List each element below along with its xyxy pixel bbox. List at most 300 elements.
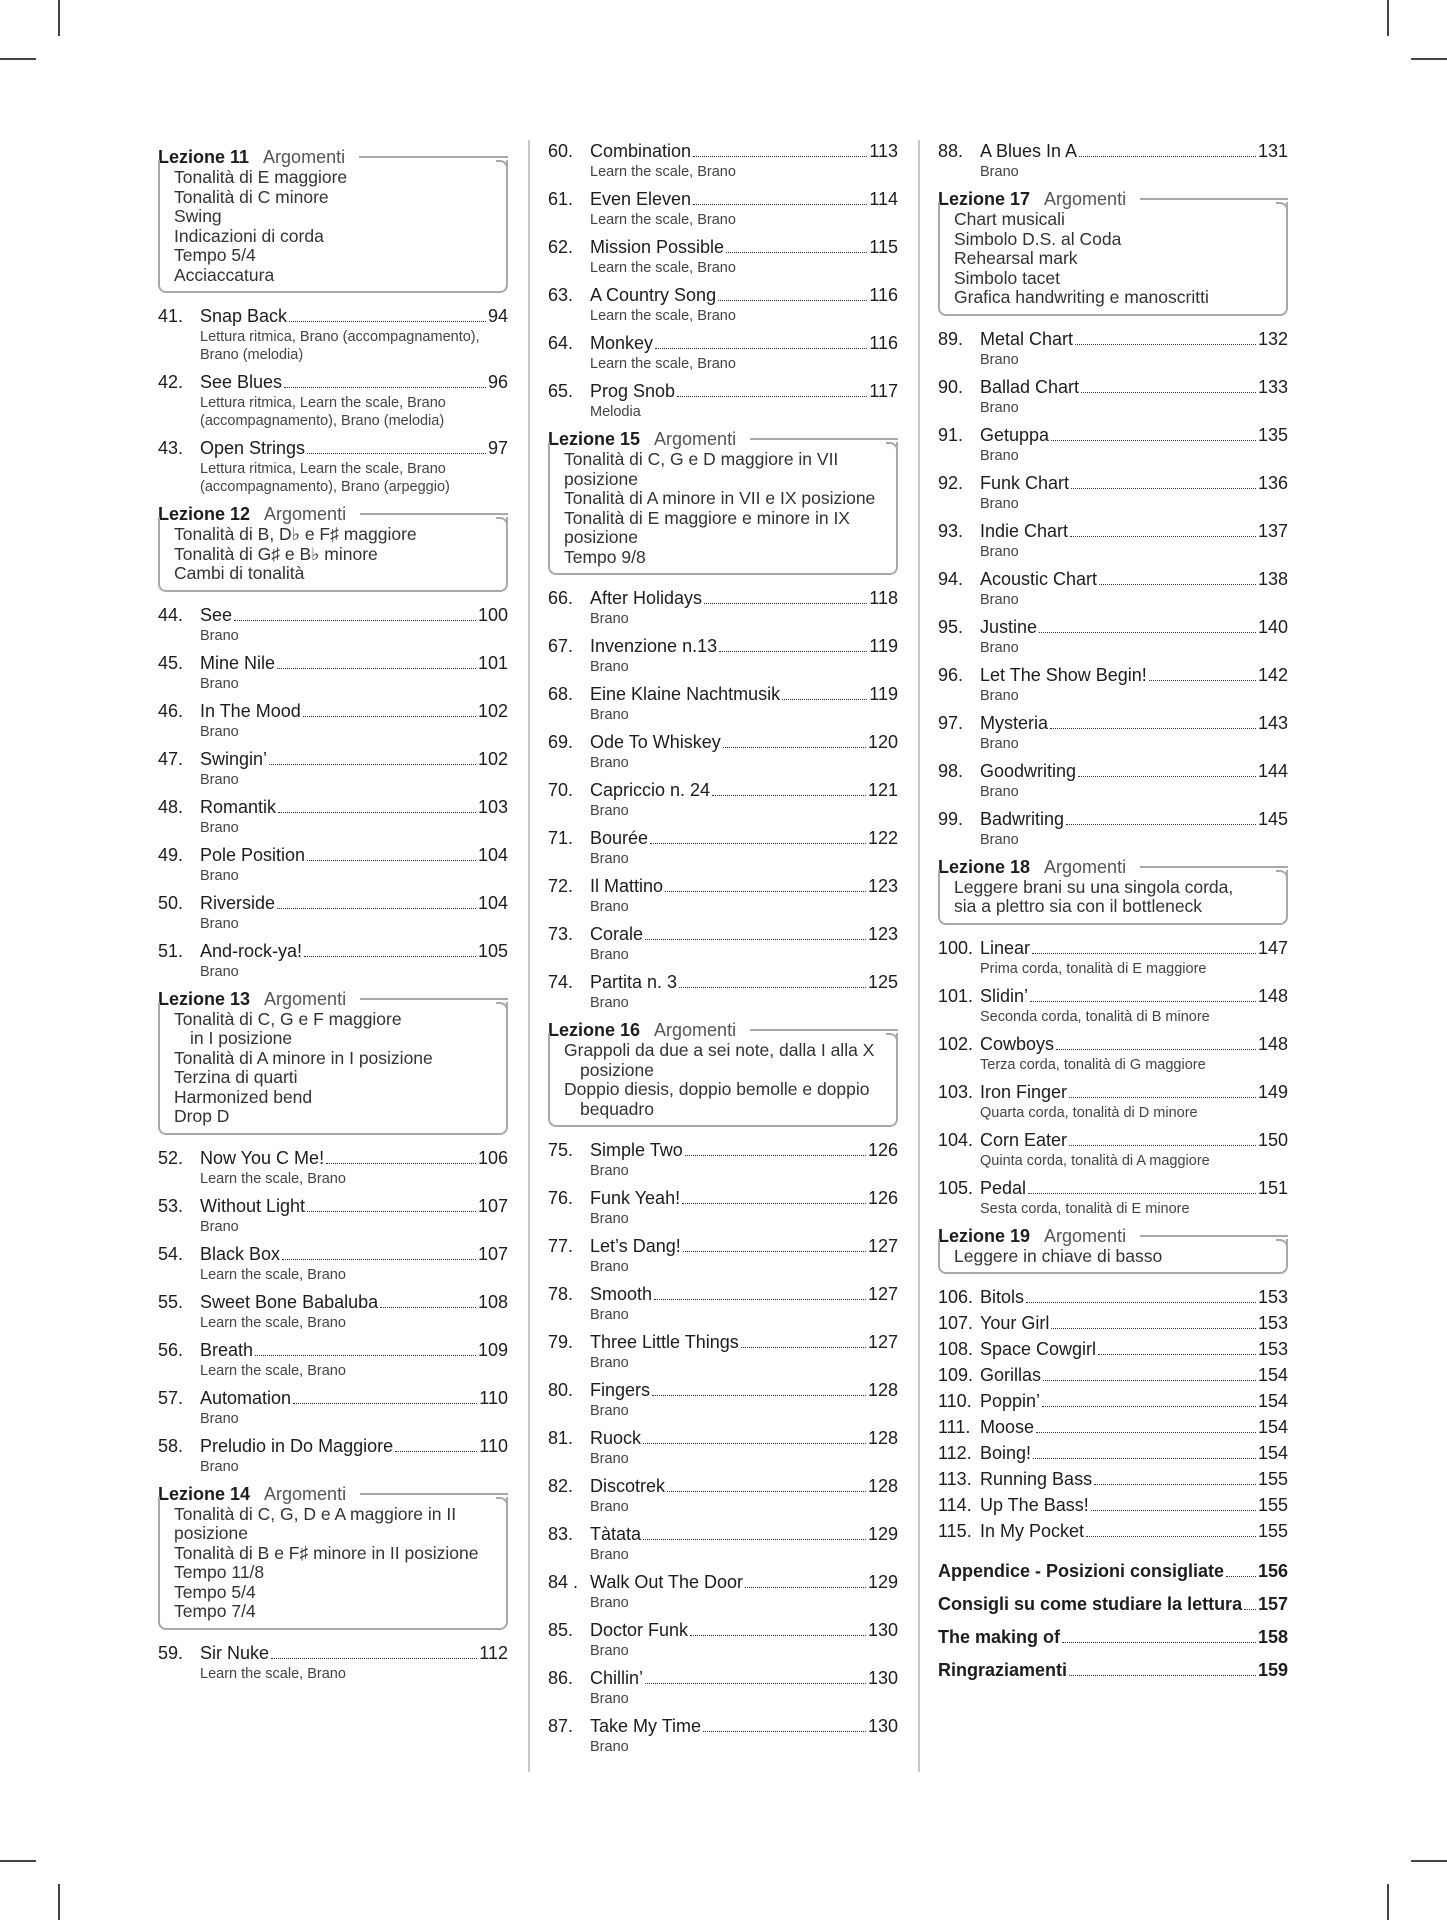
toc-entry[interactable] [938,1416,1288,1439]
toc-entry-line [938,1520,1288,1543]
toc-entry-line [548,1475,898,1498]
toc-entry[interactable] [548,284,898,325]
toc-entry-page: 126 [867,1188,898,1208]
toc-entry[interactable] [938,1520,1288,1543]
toc-entry-title: Ode To Whiskey [590,732,721,752]
lesson-topics-label: Argomenti [654,429,737,449]
toc-entry[interactable] [938,808,1288,849]
toc-entry-description: Prima corda, tonalità di E maggiore [980,960,1207,977]
toc-entry-number: 83. [548,1524,574,1544]
toc-entry[interactable] [938,1659,1288,1682]
toc-entry-description: Brano [590,1403,629,1419]
dot-leader [643,1443,866,1444]
toc-entry-number: 72. [548,876,574,896]
toc-entry-number: 60. [548,141,574,161]
lesson-topics-box [548,1033,898,1127]
toc-entry-title: Mine Nile [200,652,276,673]
toc-entry-title: Swingin’ [200,748,268,769]
dot-leader [723,747,866,748]
toc-entry-title: Sir Nuke [200,1642,270,1663]
lesson-topic: sia a plettro sia con il bottleneck [954,896,1203,916]
lesson-rule [360,998,508,1000]
toc-entry[interactable] [938,328,1288,369]
toc-entry[interactable] [158,748,508,789]
toc-entry-description: Brano [980,447,1019,464]
toc-entry-line [158,1195,508,1218]
toc-entry[interactable] [938,376,1288,417]
toc-entry[interactable] [158,940,508,981]
lesson-topics-box [548,442,898,575]
toc-entry-page: 119 [869,684,898,704]
toc-entry-title: Romantik [200,796,277,817]
toc-entry-page: 151 [1257,1177,1288,1198]
lesson-topic: Rehearsal mark [954,248,1078,268]
toc-entry[interactable] [548,380,898,421]
toc-entry-page: 96 [487,372,508,392]
toc-entry-page: 118 [869,588,898,608]
toc-entry[interactable] [548,140,898,181]
toc-entry-title: Moose [980,1417,1035,1437]
toc-entry-description: Lettura ritmica, Learn the scale, Brano (accompagnamento), Brano (melodia) [200,395,446,429]
toc-entry-page: 123 [867,924,898,944]
lesson-topic: Tonalità di B e F♯ minore in II posizione [174,1542,479,1563]
toc-entry[interactable] [938,712,1288,753]
toc-entry-line [548,332,898,355]
dot-leader [1094,1484,1256,1485]
spacer [938,1546,1288,1560]
toc-entry-title: Now You C Me! [200,1147,325,1168]
dot-leader [1069,1097,1256,1098]
lesson-rule [360,513,508,515]
toc-entry-description: Brano [980,735,1019,752]
dot-leader [693,156,867,157]
toc-entry-title: Pole Position [200,844,306,865]
toc-entry-number: 61. [548,189,574,209]
toc-entry[interactable] [938,140,1288,181]
crop-mark [1411,58,1447,60]
toc-entry[interactable] [158,652,508,693]
toc-entry[interactable] [158,892,508,933]
lesson-topics-box [938,870,1288,925]
toc-entry-number: 53. [158,1195,184,1216]
toc-entry-page: 145 [1257,808,1288,829]
toc-entry-line [938,1416,1288,1439]
toc-entry-number: 51. [158,940,184,961]
crop-mark [1387,0,1389,36]
toc-entry[interactable] [158,305,508,364]
toc-entry-number: 59. [158,1642,184,1663]
toc-entry[interactable] [938,1593,1288,1616]
toc-entry[interactable] [158,1291,508,1332]
toc-entry-line [938,1177,1288,1200]
toc-entry-description: Learn the scale, Brano [590,164,736,180]
toc-entry-number: 109. [938,1365,974,1385]
toc-entry[interactable] [158,604,508,645]
toc-entry[interactable] [158,1195,508,1236]
toc-entry-line [938,520,1288,543]
toc-entry[interactable] [548,1715,898,1756]
dot-leader [704,603,867,604]
toc-entry[interactable] [938,1468,1288,1491]
toc-entry[interactable] [158,1642,508,1683]
toc-entry[interactable] [548,683,898,724]
lesson-rule [359,156,508,158]
dot-leader [1066,824,1256,825]
toc-entry-page: 104 [477,844,508,865]
toc-entry-description: Brano [590,1307,629,1323]
lesson-rule [750,1029,898,1031]
dot-leader [1069,1145,1256,1146]
toc-entry-line [938,1312,1288,1335]
toc-entry-description: Brano [200,627,239,644]
toc-entry-line [938,1494,1288,1517]
toc-entry[interactable] [938,985,1288,1026]
lesson-topics-box [158,1002,508,1135]
lesson-topic: Tonalità di C minore [174,186,329,207]
lesson-section [938,1225,1288,1275]
toc-entry-line [548,683,898,706]
toc-entry-title: Iron Finger [980,1081,1068,1102]
dot-leader [1042,1406,1256,1407]
toc-entry-page: 104 [477,892,508,913]
toc-entry-number: 82. [548,1476,574,1496]
toc-entry-line [938,712,1288,735]
dot-leader [1226,1576,1256,1577]
toc-entry[interactable] [938,1177,1288,1218]
toc-entry-line [938,1593,1288,1616]
toc-entry-page: 155 [1257,1495,1288,1515]
toc-entry-number: 88. [938,141,964,161]
toc-entry-line [158,796,508,819]
toc-entry[interactable] [548,1331,898,1372]
column-divider [918,140,920,1772]
toc-entry-title: Snap Back [200,306,288,326]
toc-entry-line [938,328,1288,351]
toc-entry-page: 110 [479,1387,508,1408]
toc-entry[interactable] [938,1494,1288,1517]
crop-mark [58,1884,60,1920]
toc-entry[interactable] [938,1560,1288,1583]
toc-entry[interactable] [548,1667,898,1708]
toc-entry-line [548,875,898,898]
toc-entry[interactable] [158,1339,508,1380]
toc-entry-title: Ballad Chart [980,376,1080,397]
lesson-title: Lezione 17 [938,189,1031,209]
toc-entry-line [158,437,508,460]
toc-entry-number: 45. [158,652,184,673]
toc-entry[interactable] [548,1571,898,1612]
dot-leader [1051,440,1256,441]
toc-entry-page: 102 [477,700,508,721]
toc-entry-title: Chillin’ [590,1668,644,1688]
toc-entry-description: Brano [590,1595,629,1611]
lesson-topics-box [158,160,508,293]
toc-entry[interactable] [548,923,898,964]
toc-entry[interactable] [548,1235,898,1276]
toc-entry-number: 85. [548,1620,574,1640]
toc-entry-title: Preludio in Do Maggiore [200,1435,394,1456]
toc-entry-title: Bourée [590,828,649,848]
toc-entry[interactable] [158,437,508,496]
toc-entry[interactable] [158,1387,508,1428]
lesson-topic: Simbolo tacet [954,267,1061,288]
toc-entry-page: 97 [487,438,508,458]
toc-entry-description: Seconda corda, tonalità di B minore [980,1008,1210,1025]
dot-leader [665,891,866,892]
toc-entry[interactable] [938,937,1288,978]
toc-entry-number: 71. [548,828,574,848]
toc-entry-line [158,1291,508,1314]
toc-entry-line [158,892,508,915]
toc-entry-line [938,424,1288,447]
toc-entry[interactable] [938,1626,1288,1649]
lesson-topics-box [158,1497,508,1630]
toc-entry-line [938,1626,1288,1649]
toc-entry-description: Learn the scale, Brano [590,260,736,276]
toc-entry-number: 79. [548,1332,574,1352]
toc-entry-line [158,844,508,867]
toc-entry[interactable] [548,1379,898,1420]
toc-entry[interactable] [938,568,1288,609]
toc-entry-page: 157 [1257,1594,1288,1614]
toc-entry-line [938,376,1288,399]
dot-leader [1098,1354,1256,1355]
toc-entry-page: 127 [867,1332,898,1352]
dot-leader [1028,1193,1256,1194]
toc-entry-number: 115. [938,1521,972,1541]
toc-entry[interactable] [938,1033,1288,1074]
toc-entry-number: 96. [938,664,964,685]
toc-entry-page: 128 [867,1476,898,1496]
toc-entry[interactable] [938,472,1288,513]
toc-entry[interactable] [548,1139,898,1180]
lesson-topics-label: Argomenti [263,147,346,167]
toc-entry-description: Brano [590,851,629,867]
toc-entry-title: Indie Chart [980,520,1069,541]
toc-entry[interactable] [938,1081,1288,1122]
toc-entry-description: Brano [590,1259,629,1275]
toc-entry[interactable] [548,1427,898,1468]
toc-entry-line [158,371,508,394]
dot-leader [667,1491,866,1492]
toc-entry-description: Brano [200,915,239,932]
lesson-topics-label: Argomenti [1044,1225,1127,1246]
toc-entry[interactable] [938,520,1288,561]
toc-entry[interactable] [158,1243,508,1284]
dot-leader [712,795,866,796]
lesson-section [158,503,508,592]
toc-entry-page: 113 [869,141,898,161]
toc-entry-page: 107 [477,1195,508,1216]
dot-leader [1033,1458,1256,1459]
toc-entry-title: Open Strings [200,438,306,458]
toc-entry-title: Goodwriting [980,760,1077,781]
lesson-topic: Tempo 5/4 [174,1581,256,1602]
toc-entry-description: Brano [590,659,629,675]
toc-entry[interactable] [938,760,1288,801]
toc-entry[interactable] [158,1147,508,1188]
toc-entry-number: 57. [158,1387,184,1408]
column-divider [528,140,530,1772]
toc-entry-number: 91. [938,424,964,445]
lesson-topic: Acciaccatura [174,264,275,285]
toc-entry[interactable] [548,875,898,916]
toc-entry[interactable] [548,1187,898,1228]
lesson-topic: Tonalità di E maggiore [174,167,348,187]
lesson-topic: Simbolo D.S. al Coda [954,228,1122,249]
lesson-section [158,146,508,293]
toc-entry-line [158,1435,508,1458]
toc-entry-description: Brano [590,1691,629,1707]
toc-entry[interactable] [938,664,1288,705]
toc-entry-number: 86. [548,1668,574,1688]
toc-entry[interactable] [938,1286,1288,1309]
toc-entry[interactable] [158,1435,508,1476]
toc-entry[interactable] [548,1619,898,1660]
toc-entry[interactable] [938,1338,1288,1361]
toc-entry-page: 101 [477,652,508,673]
toc-entry-description: Brano [980,543,1019,560]
toc-entry-number: 95. [938,616,964,637]
toc-entry-line [548,284,898,307]
toc-entry[interactable] [938,1390,1288,1413]
toc-entry-page: 137 [1257,520,1288,541]
toc-entry-title: Pedal [980,1177,1027,1198]
toc-entry-description: Brano [980,399,1019,416]
toc-entry-description: Quinta corda, tonalità di A maggiore [980,1152,1210,1169]
toc-entry-number: 64. [548,333,574,353]
toc-entry-line [158,1642,508,1665]
lesson-topic: Tempo 11/8 [174,1562,265,1582]
dot-leader [307,453,486,454]
toc-entry-description: Lettura ritmica, Brano (accompagnamento), Brano (melodia) [200,329,480,363]
dot-leader [1062,1642,1256,1643]
dot-leader [1081,392,1256,393]
toc-entry-description: Brano [590,1499,629,1515]
toc-entry[interactable] [548,779,898,820]
toc-entry-number: 65. [548,381,574,401]
toc-entry-description: Learn the scale, Brano [200,1266,346,1283]
toc-entry-number: 112. [938,1443,972,1463]
toc-entry[interactable] [548,1523,898,1564]
toc-entry-page: 108 [477,1291,508,1312]
toc-entry[interactable] [548,971,898,1012]
toc-entry-title: Eine Klaine Nachtmusik [590,684,781,704]
toc-entry-line [938,1560,1288,1583]
toc-entry[interactable] [938,1312,1288,1335]
lesson-title: Lezione 19 [938,1225,1031,1246]
toc-entry-page: 105 [477,940,508,961]
toc-entry-line [158,652,508,675]
toc-entry-title: The making of [938,1627,1061,1647]
dot-leader [1050,728,1256,729]
dot-leader [234,620,476,621]
toc-entry-line [548,1427,898,1450]
dot-leader [307,860,476,861]
toc-entry[interactable] [548,587,898,628]
toc-entry-line [548,923,898,946]
toc-entry-page: 150 [1257,1129,1288,1150]
toc-entry[interactable] [548,731,898,772]
toc-entry-number: 42. [158,372,184,392]
dot-leader [703,1731,866,1732]
toc-entry[interactable] [158,371,508,430]
toc-entry-title: Riverside [200,892,276,913]
toc-entry-number: 69. [548,732,574,752]
toc-entry[interactable] [548,332,898,373]
dot-leader [1036,1432,1256,1433]
toc-entry[interactable] [548,827,898,868]
toc-entry[interactable] [548,188,898,229]
toc-entry[interactable] [158,700,508,741]
toc-entry-title: Boing! [980,1443,1032,1463]
toc-entry-line [548,779,898,802]
lesson-title: Lezione 12 [158,504,251,524]
toc-entry[interactable] [938,1442,1288,1465]
dot-leader [395,1451,477,1452]
toc-entry-number: 56. [158,1339,184,1360]
toc-entry-description: Brano [200,771,239,788]
dot-leader [719,651,867,652]
toc-entry[interactable] [938,1129,1288,1170]
toc-entry-page: 110 [479,1435,508,1456]
toc-entry-page: 138 [1257,568,1288,589]
lesson-section [548,428,898,575]
toc-entry-description: Quarta corda, tonalità di D minore [980,1104,1198,1121]
toc-entry-number: 54. [158,1243,184,1264]
toc-entry[interactable] [548,1283,898,1324]
toc-entry-page: 122 [867,828,898,848]
toc-entry-title: Il Mattino [590,876,664,896]
lesson-topic: Tonalità di B, D♭ e F♯ maggiore [174,524,417,544]
dot-leader [380,1307,476,1308]
lesson-topics-label: Argomenti [1044,856,1127,877]
toc-entry-page: 115 [869,237,898,257]
dot-leader [1071,488,1256,489]
toc-entry-title: Black Box [200,1243,281,1264]
toc-entry-description: Brano [200,819,239,836]
lesson-topics-label: Argomenti [264,1483,347,1504]
toc-entry[interactable] [158,844,508,885]
toc-entry[interactable] [938,424,1288,465]
toc-entry-page: 154 [1257,1443,1288,1463]
toc-entry-line [548,827,898,850]
toc-entry[interactable] [938,1364,1288,1387]
toc-entry[interactable] [548,635,898,676]
lesson-topic: in I posizione [190,1028,293,1048]
toc-entry-page: 148 [1257,1033,1288,1054]
toc-entry-title: Up The Bass! [980,1495,1089,1515]
toc-entry-line [938,140,1288,163]
toc-entry-description: Brano [590,803,629,819]
toc-entry-page: 128 [867,1380,898,1400]
toc-entry[interactable] [938,616,1288,657]
toc-entry-page: 130 [867,1620,898,1640]
dot-leader [690,1635,866,1636]
lesson-topic: Leggere brani su una singola corda, [954,876,1234,897]
toc-entry-title: Three Little Things [590,1332,739,1352]
toc-entry[interactable] [548,1475,898,1516]
toc-entry-line [548,1667,898,1690]
toc-entry[interactable] [548,236,898,277]
toc-entry-line [938,664,1288,687]
lesson-section [548,1019,898,1127]
toc-entry[interactable] [158,796,508,837]
toc-entry-number: 84 . [548,1572,579,1592]
toc-entry-line [548,1283,898,1306]
toc-entry-number: 74. [548,972,574,992]
toc-entry-description: Brano [980,687,1019,704]
